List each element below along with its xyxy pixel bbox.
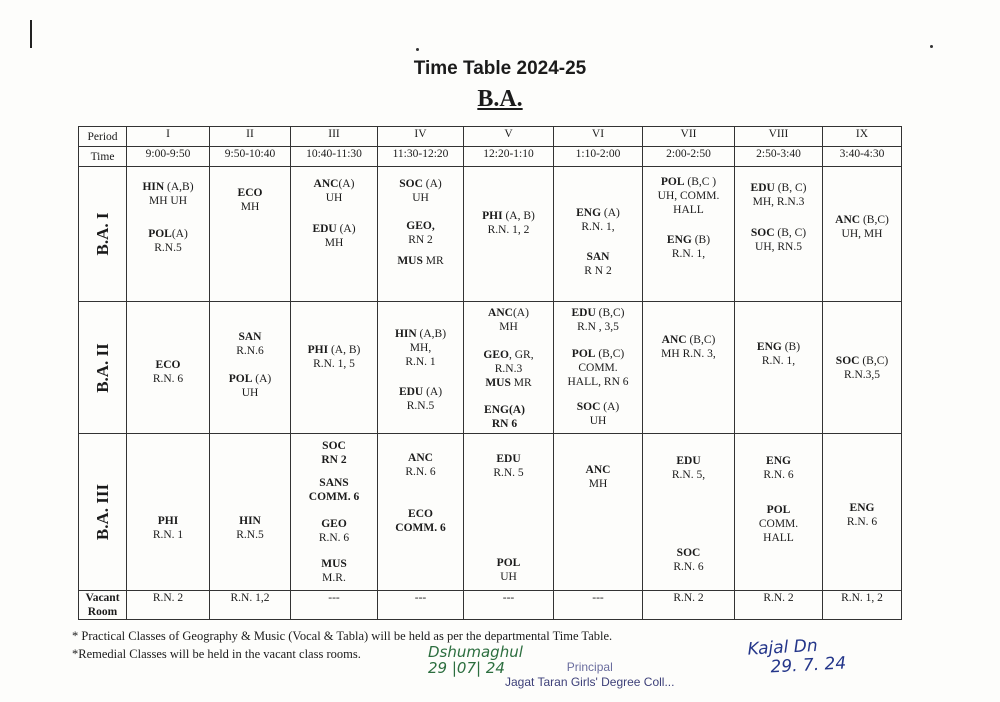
time-cell: 12:20-1:10 [464,147,554,167]
period-label: Period [79,127,127,147]
class-entry: POL UH [496,557,521,583]
period-cell: VIII [735,127,823,147]
vacant-room-label: Vacant Room [79,591,127,620]
footnote-remedial: *Remedial Classes will be held in the vacant class rooms. [72,647,361,661]
signature-right: Kajal Dn 29. 7. 24 [747,635,847,678]
vacant-cell: R.N. 2 [127,591,210,620]
slot-cell [291,302,378,434]
slot-cell [643,434,735,591]
footnotes [72,627,612,663]
class-entry: ANC(A) MH [488,307,529,333]
class-entry: PHI (A, B) R.N. 1, 2 [482,210,535,236]
time-cell: 3:40-4:30 [823,147,902,167]
class-entry: POL (B,C ) UH, COMM. HALL [657,176,720,216]
slot-cell [735,167,823,302]
slot-cell [210,434,291,591]
slot-cell [823,302,902,434]
row-label-ba1 [79,167,127,302]
slot-cell [554,302,643,434]
period-row [79,127,902,147]
class-entry: ANC MH [585,464,611,490]
class-entry: PHI (A, B) R.N. 1, 5 [307,344,361,370]
class-entry: HIN R.N.5 [236,515,264,541]
speck [416,48,419,51]
period-cell: IV [378,127,464,147]
class-entry: SOC RN 2 [321,440,347,466]
slot-cell [823,434,902,591]
slot-cell [735,302,823,434]
class-entry: GEO, GR, R.N.3 [483,349,534,375]
slot-cell [127,167,210,302]
class-entry: POL (A) UH [228,373,272,399]
vacant-cell: R.N. 1,2 [210,591,291,620]
class-entry: ECO COMM. 6 [395,508,446,534]
class-entry: ECO R.N. 6 [152,359,184,385]
slot-cell [378,302,464,434]
slot-cell [554,167,643,302]
slot-cell [127,302,210,434]
time-cell: 10:40-11:30 [291,147,378,167]
slot-cell [291,434,378,591]
principal-stamp: Principal Jagat Taran Girls' Degree Coll... [505,660,675,689]
class-entry: ENG (B) R.N. 1, [756,341,801,367]
period-cell: I [127,127,210,147]
class-entry: SOC R.N. 6 [673,547,704,573]
page-title: Time Table 2024-25 [413,58,587,79]
class-entry: SOC (B,C) R.N.3,5 [835,355,889,381]
slot-cell [378,434,464,591]
time-cell: 11:30-12:20 [378,147,464,167]
page-subtitle: B.A. [477,86,523,112]
class-entry: EDU (A) R.N.5 [398,386,443,412]
class-entry: HIN (A,B) MH, R.N. 1 [394,328,447,368]
vacant-row [79,591,902,620]
ba2-row [79,302,902,434]
slot-cell [127,434,210,591]
class-entry: HIN (A,B) MH UH [142,181,194,207]
vacant-cell: --- [464,591,554,620]
class-entry: ANC R.N. 6 [405,452,436,478]
class-entry: ENG R.N. 6 [846,502,878,528]
class-entry: SOC (A) UH [576,401,620,427]
class-entry: ECO MH [237,187,263,213]
class-entry: EDU R.N. 5, [671,455,706,481]
class-entry: POL (B,C) COMM. HALL, RN 6 [567,348,629,388]
footnote-practical: * Practical Classes of Geography & Music (Vocal & Tabla) will be held as per the departmental Time Table. [72,629,613,643]
class-entry: ENG(A) RN 6 [484,404,525,430]
class-entry: ENG (A) R.N. 1, [576,207,620,233]
vacant-cell: --- [554,591,643,620]
class-entry: EDU (B, C) MH, R.N.3 [750,182,807,208]
class-entry: EDU R.N. 5 [493,453,524,479]
class-entry: ENG R.N. 6 [763,455,794,481]
time-row [79,147,902,167]
vacant-cell: --- [291,591,378,620]
period-cell: IX [823,127,902,147]
class-entry: GEO R.N. 6 [318,518,350,544]
class-entry: ANC(A) UH [313,178,355,204]
class-entry: EDU (A) MH [312,223,356,249]
row-label-ba2 [79,302,127,434]
row-label-text: B.A. II [92,342,112,393]
margin-mark [30,20,32,48]
class-entry: SANS COMM. 6 [308,477,360,503]
slot-cell [735,434,823,591]
ba3-row [79,434,902,591]
slot-cell [464,434,554,591]
class-entry: GEO, RN 2 [406,220,435,246]
vacant-cell: --- [378,591,464,620]
class-entry: SAN R.N.6 [236,331,264,357]
time-cell: 9:50-10:40 [210,147,291,167]
row-label-text: B.A. I [92,212,112,256]
period-cell: VI [554,127,643,147]
class-entry: POL(A) R.N.5 [148,228,188,254]
slot-cell [291,167,378,302]
slot-cell [643,167,735,302]
timetable [78,126,902,620]
slot-cell [823,167,902,302]
class-entry: ANC (B,C) UH, MH [835,214,889,240]
period-cell: III [291,127,378,147]
time-cell: 1:10-2:00 [554,147,643,167]
class-entry: SOC (B, C) UH, RN.5 [750,227,807,253]
class-entry: ANC (B,C) MH R.N. 3, [661,334,716,360]
class-entry: EDU (B,C) R.N , 3,5 [571,307,625,333]
period-cell: VII [643,127,735,147]
period-cell: V [464,127,554,147]
ba1-row [79,167,902,302]
class-entry: PHI R.N. 1 [152,515,184,541]
speck [930,45,933,48]
slot-cell [210,167,291,302]
time-label: Time [79,147,127,167]
vacant-cell: R.N. 2 [643,591,735,620]
vacant-cell: R.N. 2 [735,591,823,620]
row-label-ba3 [79,434,127,591]
class-entry: MUS MR [397,255,444,267]
slot-cell [643,302,735,434]
class-entry: ENG (B) R.N. 1, [666,234,711,260]
signature-left: Dshumaghul 29 |07| 24 [428,643,523,677]
period-cell: II [210,127,291,147]
time-cell: 9:00-9:50 [127,147,210,167]
time-cell: 2:00-2:50 [643,147,735,167]
slot-cell [210,302,291,434]
class-entry: SAN R N 2 [584,251,612,277]
slot-cell [464,302,554,434]
class-entry: MUS M.R. [321,558,347,584]
slot-cell [464,167,554,302]
class-entry: SOC (A) UH [399,178,442,204]
slot-cell [554,434,643,591]
vacant-cell: R.N. 1, 2 [823,591,902,620]
slot-cell [378,167,464,302]
class-entry: POL COMM. HALL [758,504,799,544]
class-entry: MUS MR [485,377,532,389]
time-cell: 2:50-3:40 [735,147,823,167]
row-label-text: B.A. III [92,483,112,541]
